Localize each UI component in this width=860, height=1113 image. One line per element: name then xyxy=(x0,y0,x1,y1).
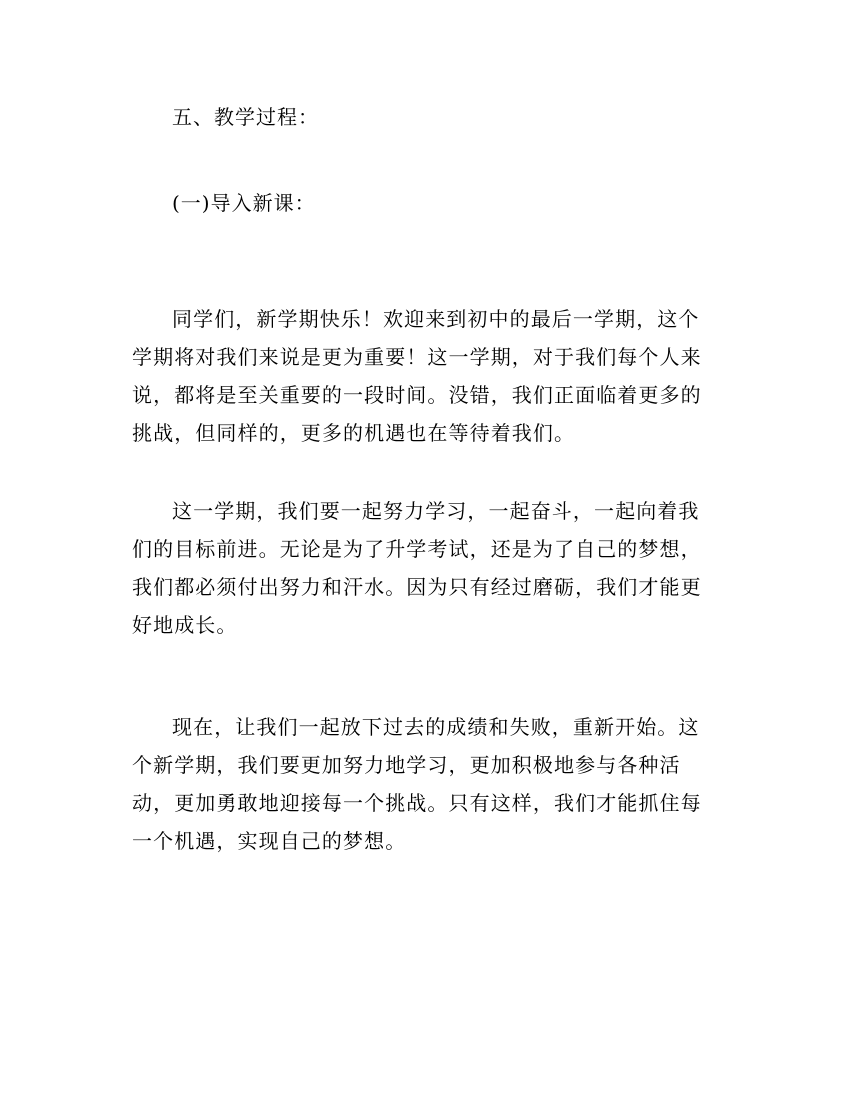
paragraph-3 xyxy=(132,708,736,860)
paragraph-1 xyxy=(132,300,736,452)
paragraph-line: 说，都将是至关重要的一段时间。没错，我们正面临着更多的 xyxy=(132,383,702,407)
paragraph-line: 我们都必须付出努力和汗水。因为只有经过磨砺，我们才能更 xyxy=(132,575,702,599)
paragraph-line: 这一学期，我们要一起努力学习，一起奋斗，一起向着我 xyxy=(172,499,700,523)
section-heading: 五、教学过程： xyxy=(172,105,319,129)
paragraph-line: 一个机遇，实现自己的梦想。 xyxy=(132,829,407,853)
paragraph-line: 同学们，新学期快乐！欢迎来到初中的最后一学期，这个 xyxy=(172,307,700,331)
paragraph-2 xyxy=(132,492,736,644)
paragraph-line: 动，更加勇敢地迎接每一个挑战。只有这样，我们才能抓住每 xyxy=(132,791,702,815)
paragraph-line: 好地成长。 xyxy=(132,613,238,637)
paragraph-line: 学期将对我们来说是更为重要！这一学期，对于我们每个人来 xyxy=(132,345,702,369)
paragraph-line: 挑战，但同样的，更多的机遇也在等待着我们。 xyxy=(132,421,576,445)
paragraph-line: 现在，让我们一起放下过去的成绩和失败，重新开始。这 xyxy=(172,715,700,739)
subsection-heading: (一)导入新课： xyxy=(172,191,316,215)
paragraph-line: 们的目标前进。无论是为了升学考试，还是为了自己的梦想， xyxy=(132,537,702,561)
paragraph-line: 个新学期，我们要更加努力地学习，更加积极地参与各种活 xyxy=(132,753,681,777)
